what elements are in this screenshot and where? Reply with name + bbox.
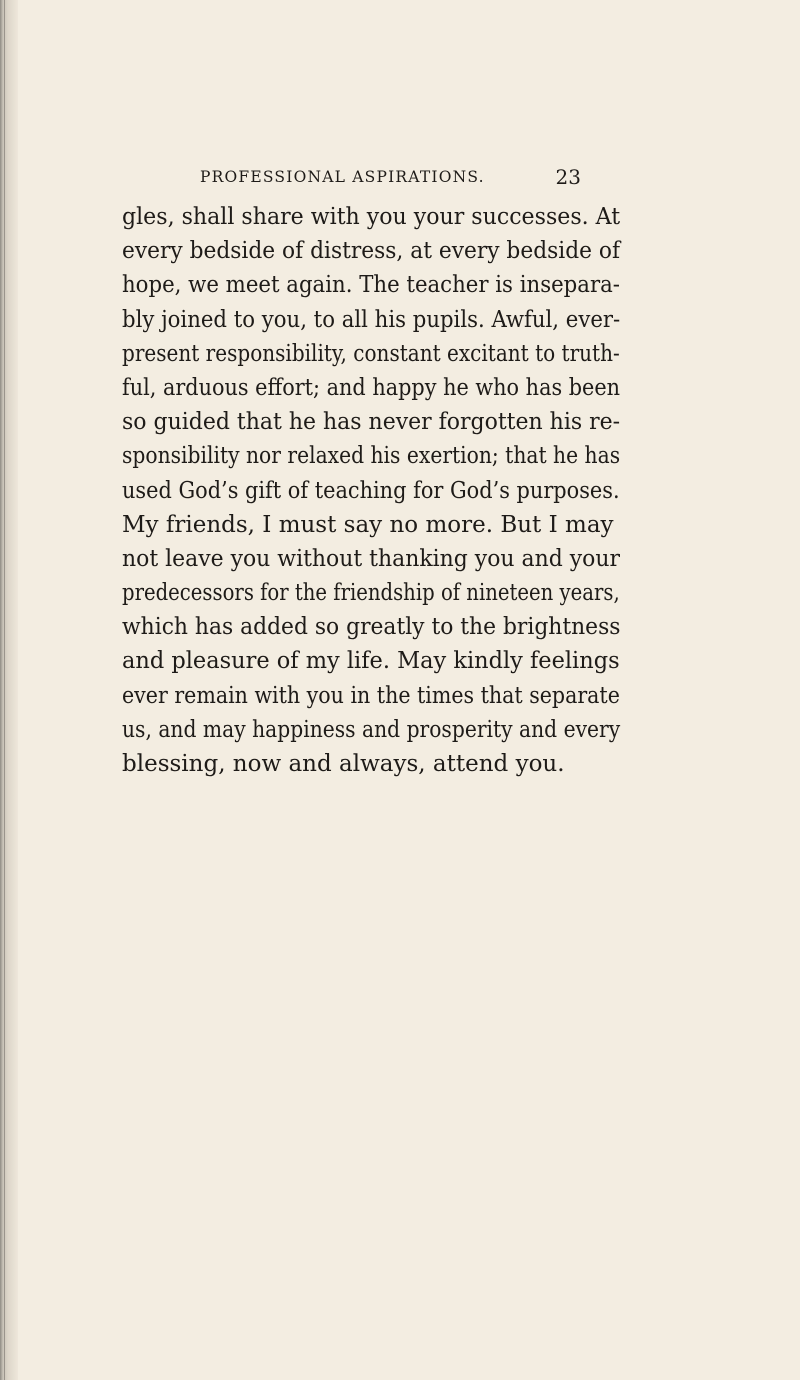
text-line: blessing, now and always, attend you. bbox=[122, 751, 565, 777]
text-line: predecessors for the friendship of nineteen years, bbox=[122, 580, 620, 607]
text-line: My friends, I must say no more. But I may bbox=[122, 511, 614, 538]
page-gutter bbox=[0, 0, 18, 1380]
text-line: us, and may happiness and prosperity and every bbox=[122, 716, 621, 743]
text-line: used God’s gift of teaching for God’s purposes. bbox=[122, 477, 620, 504]
text-line: sponsibility nor relaxed his exertion; that he has bbox=[122, 443, 621, 470]
text-line: bly joined to you, to all his pupils. Awful, ever- bbox=[122, 306, 621, 333]
text-line: which has added so greatly to the brightness bbox=[122, 614, 621, 641]
text-line: ever remain with you in the times that separate bbox=[122, 682, 620, 709]
text-line: present responsibility, constant excitant to truth- bbox=[122, 340, 620, 367]
text-line: every bedside of distress, at every bedside of bbox=[122, 238, 621, 265]
page-header bbox=[0, 0, 800, 200]
page-number: 23 bbox=[555, 165, 581, 189]
gutter-shadow-line bbox=[4, 0, 5, 1380]
text-line: not leave you without thanking you and your bbox=[122, 545, 620, 572]
body-text bbox=[122, 200, 620, 781]
text-line: and pleasure of my life. May kindly feelings bbox=[122, 648, 620, 675]
running-head: PROFESSIONAL ASPIRATIONS. bbox=[200, 168, 485, 186]
text-line: gles, shall share with you your successes. At bbox=[122, 204, 621, 230]
text-line: hope, we meet again. The teacher is insepara- bbox=[122, 272, 620, 299]
text-line: ful, arduous effort; and happy he who has been bbox=[122, 374, 621, 401]
text-line: so guided that he has never forgotten his re- bbox=[122, 409, 621, 436]
